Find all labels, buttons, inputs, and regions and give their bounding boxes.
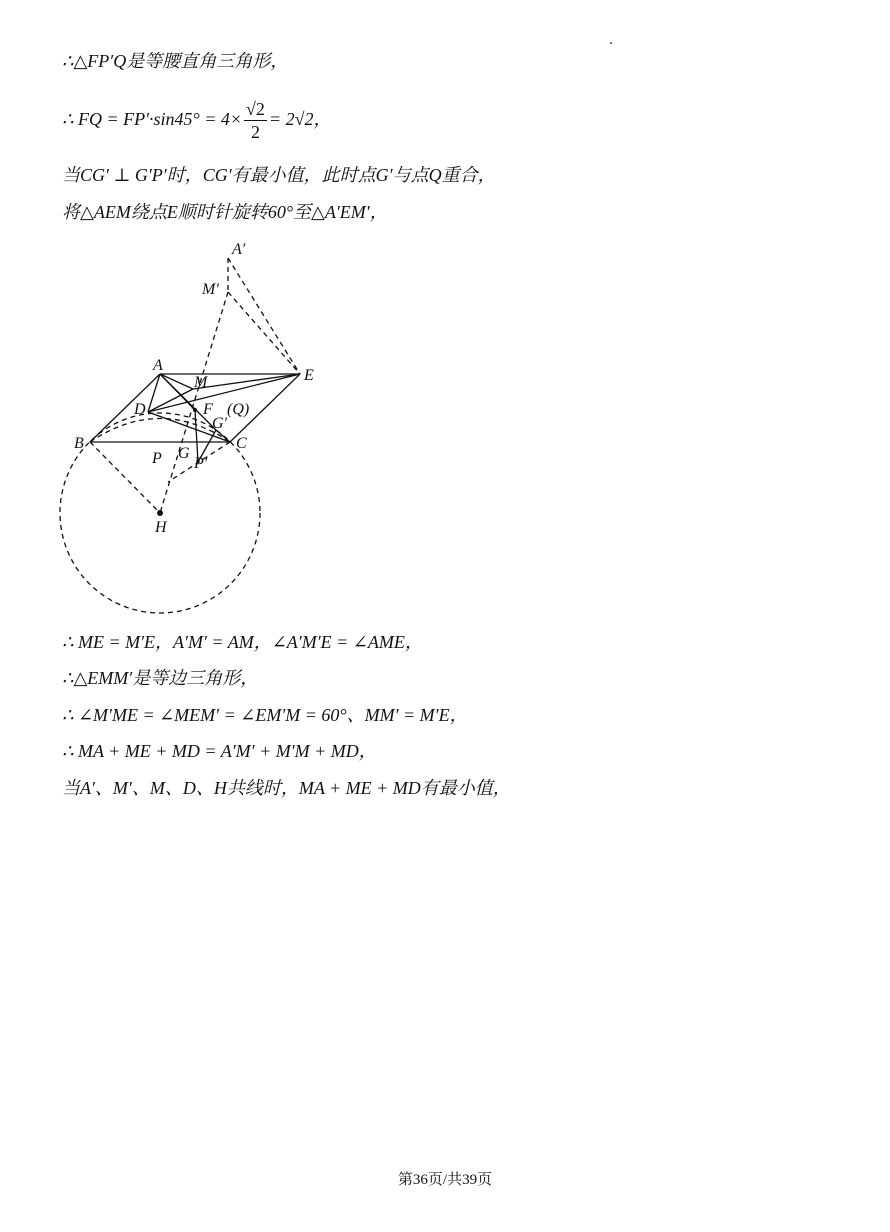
text-line-9: 当A′、M′、M、D、H共线时，MA + ME + MD有最小值， [62,778,511,798]
page-footer: 第36页/共39页 [397,1172,493,1188]
point-h [157,510,163,516]
text-line-3: 当CG′ ⊥ G′P′时，CG′有最小值，此时点G′与点Q重合， [62,165,496,185]
label-h: H [155,519,167,536]
text-line-1: ∴△FP′Q是等腰直角三角形， [62,51,289,71]
label-g: G [178,445,190,462]
text-line-8: ∴ MA + ME + MD = A′M′ + M′M + MD， [62,741,377,761]
text-line-5: ∴ ME = M′E，A′M′ = AM，∠A′M′E = ∠AME， [62,632,423,652]
label-a: A [153,357,163,374]
dashed-m1-e [228,292,300,374]
label-e: E [304,367,314,384]
label-b: B [74,435,84,452]
label-p1: P′ [194,455,208,472]
text-line-4: 将△AEM绕点E顺时针旋转60°至△A′EM′， [62,202,388,222]
label-g1: G′ [212,415,228,432]
text-line-7: ∴ ∠M′ME = ∠MEM′ = ∠EM′M = 60°、MM′ = M′E， [62,705,468,725]
label-q: (Q) [227,401,250,418]
label-a1: A′ [232,241,246,258]
geometry-diagram [55,235,355,620]
segment-de [148,374,300,412]
point-f [193,408,197,412]
text-line-6: ∴△EMM′是等边三角形， [62,668,259,688]
label-p: P [152,450,162,467]
label-m1: M′ [202,281,219,298]
fraction-sqrt2-over-2: $\frac{√2}{2}$ [246,99,265,142]
stray-dot [610,42,612,44]
dashed-m1-h [160,292,228,513]
label-c: C [236,435,247,452]
label-m: M [194,374,208,391]
dashed-bh [90,442,160,513]
dashed-a1-e [228,258,300,374]
label-f: F [203,401,213,418]
text-line-2: ∴ FQ = FP′·sin45° = 4× $\frac{√2}{2}$ = 2√2， [62,99,332,142]
segment-am [160,374,193,389]
label-d: D [134,401,146,418]
